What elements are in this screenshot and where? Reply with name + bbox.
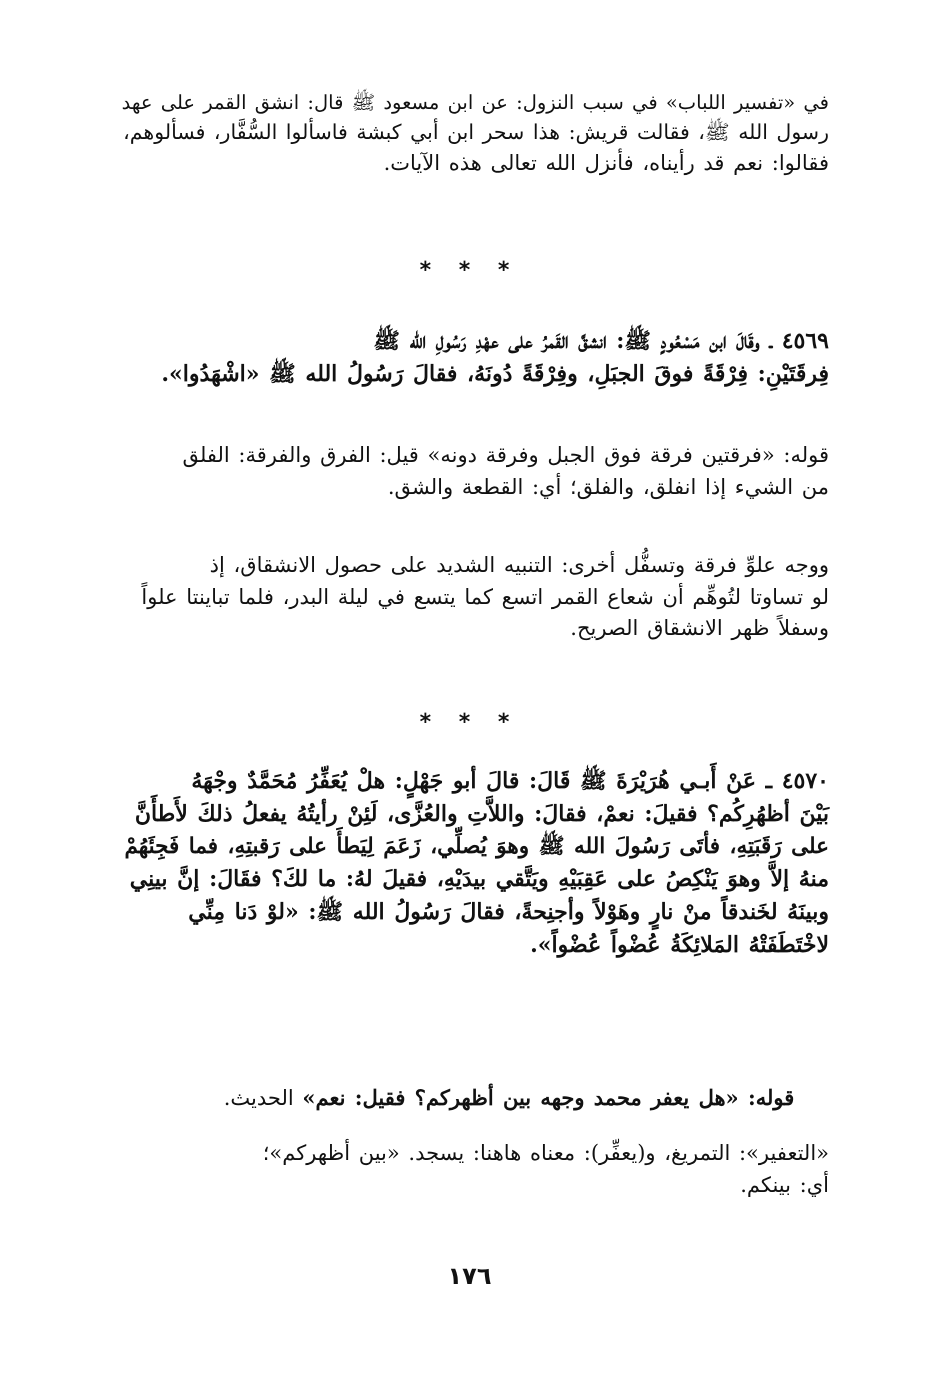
- text-line: ٤٥٦٩ ـ وقَالَ ابن مَسْعُودٍ ﷺ: انشقَّ القَمرُ على عهْدِ رَسُولِ الله ﷺ: [373, 328, 829, 354]
- page-number: ١٧٦: [447, 1262, 492, 1290]
- text-line: فِرقَتَيْنِ: فِرْقَةً فوقَ الجبَلِ، وفِرْقَةً دُونَهُ، فقالَ رَسُولُ الله ﷺ «اشْهَدُوا».: [161, 361, 829, 387]
- quoted-phrase: قوله: «هل يعفر محمد وجهه بين أظهركم؟ فقيل: نعم»: [302, 1085, 795, 1110]
- text-line: وبينَهُ لخَندقاً منْ نارٍ وهَوْلاً وأجنِحةً، فقالَ رَسُولُ الله ﷺ: «لوْ دَنا مِنِّي: [188, 899, 829, 926]
- text-line: لاخْتَطَفَتْهُ المَلائِكَةُ عُضْواً عُضْواً».: [530, 932, 829, 959]
- commentary-uluw-sufl: [110, 550, 829, 645]
- section-separator: * * *: [419, 258, 520, 283]
- text-line: على رَقَبَتِهِ، فأتَى رَسُولَ الله ﷺ وهوَ يُصلِّي، زَعَمَ لِيَطأَ على رَقبتِهِ، فما فَجِئَهُمْ: [124, 834, 829, 859]
- paragraph-tafsir-lubab: [110, 88, 829, 180]
- commentary-firqatayn: [110, 440, 829, 503]
- commentary-tafir: [110, 1138, 829, 1201]
- text-line: رسول الله ﷺ، فقالت قريش: هذا سحر ابن أبي كبشة فاسألوا السُّفَّار، فسألوهم،: [123, 120, 829, 145]
- text-line: [110, 1082, 829, 1115]
- text-line: في «تفسير اللباب» في سبب النزول: عن ابن مسعود ﷺ قال: انشق القمر على عهد: [121, 91, 829, 114]
- text-line: منهُ إلاَّ وهوَ يَنْكِصُ على عَقِبَيْهِ ويَتَّقي بيدَيْهِ، فقيلَ لهُ: ما لكَ؟ فقَالَ: إنَّ بينِي: [129, 866, 829, 893]
- text-line: قوله: «فرقتين فرقة فوق الجبل وفرقة دونه» قيل: الفرق والفرقة: الفلق: [182, 443, 829, 467]
- commentary-yuaffir: [110, 1082, 829, 1115]
- text-line: ووجه علوِّ فرقة وتسفُّل أخرى: التنبيه الشديد على حصول الانشقاق، إذ: [209, 553, 829, 577]
- text-line: من الشيء إذا انفلق، والفلق؛ أي: القطعة والشق.: [387, 474, 829, 499]
- text-line: أي: بينكم.: [740, 1172, 829, 1197]
- text-line: وسفلاً ظهر الانشقاق الصريح.: [570, 616, 829, 640]
- text-line: بَيْنَ أظهُرِكُم؟ فقيلَ: نعمْ، فقالَ: واللاَّتِ والعُزَّى، لَئِنْ رأيتُهُ يفعلُ ذلكَ لأَطأَنَّ: [134, 801, 829, 827]
- section-separator: * * *: [419, 710, 520, 735]
- hadith-4570: [110, 765, 829, 962]
- text-fragment: الحديث.: [223, 1086, 303, 1110]
- text-line: فقالوا: نعم قد رأيناه، فأنزل الله تعالى هذه الآيات.: [383, 151, 829, 175]
- text-line: ٤٥٧٠ ـ عَنْ أَبـي هُرَيْرَةَ ﷺ قَالَ: قالَ أبو جَهْلٍ: هلْ يُعَفِّرُ مُحَمَّدٌ وجْهَهُ: [191, 768, 829, 794]
- hadith-4569: [110, 325, 829, 391]
- text-line: لو تساوتا لتُوهِّم أن شعاع القمر اتسع كما يتسع في ليلة البدر، فلما تباينتا علواً: [141, 584, 829, 609]
- text-line: «التعفير»: التمريغ، و(يعفِّر): معناه هاهنا: يسجد. «بين أظهركم»؛: [262, 1141, 829, 1165]
